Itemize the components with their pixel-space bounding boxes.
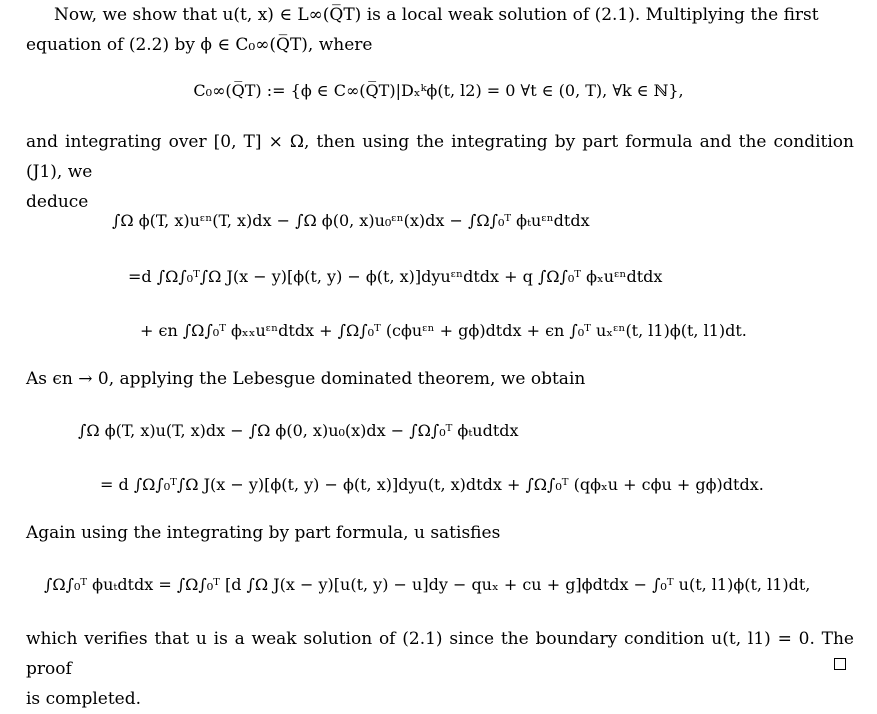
integrating-line-2: deduce: [26, 192, 89, 212]
paragraph-intro: [26, 0, 854, 60]
equation-1-line-2: =d ∫Ω∫₀ᵀ∫Ω J(x − y)[ϕ(t, y) − ϕ(t, x)]dyuᵋⁿdtdx + q ∫Ω∫₀ᵀ ϕₓuᵋⁿdtdx: [128, 267, 663, 286]
again-line: Again using the integrating by part formula, u satisfies: [26, 523, 501, 543]
equation-1-line-3: + ϵn ∫Ω∫₀ᵀ ϕₓₓuᵋⁿdtdx + ∫Ω∫₀ᵀ (cϕuᵋⁿ + gϕ)dtdx + ϵn ∫₀ᵀ uₓᵋⁿ(t, l1)ϕ(t, l1)dt.: [140, 321, 747, 340]
paragraph-as-en: [26, 364, 854, 394]
verifies-line-1: which verifies that u is a weak solution of (2.1) since the boundary condition u(t, l1) = 0. The proof: [26, 629, 854, 679]
equation-2-line-1: ∫Ω ϕ(T, x)u(T, x)dx − ∫Ω ϕ(0, x)u₀(x)dx − ∫Ω∫₀ᵀ ϕₜudtdx: [78, 421, 519, 440]
qed-square-icon: [834, 658, 846, 670]
as-en-line: As ϵn → 0, applying the Lebesgue dominated theorem, we obtain: [26, 369, 586, 389]
equation-3: ∫Ω∫₀ᵀ ϕuₜdtdx = ∫Ω∫₀ᵀ [d ∫Ω J(x − y)[u(t, y) − u]dy − quₓ + cu + g]ϕdtdx − ∫₀ᵀ u(t, l1)ϕ(t, l1)dt,: [44, 575, 811, 594]
paragraph-verifies: [26, 624, 854, 714]
equation-2-line-2: = d ∫Ω∫₀ᵀ∫Ω J(x − y)[ϕ(t, y) − ϕ(t, x)]dyu(t, x)dtdx + ∫Ω∫₀ᵀ (qϕₓu + cϕu + gϕ)dtdx.: [100, 475, 764, 494]
equation-1-line-1: ∫Ω ϕ(T, x)uᵋⁿ(T, x)dx − ∫Ω ϕ(0, x)u₀ᵋⁿ(x)dx − ∫Ω∫₀ᵀ ϕₜuᵋⁿdtdx: [112, 211, 590, 230]
intro-line-1: Now, we show that u(t, x) ∈ L∞(Q̅T) is a local weak solution of (2.1). Multiplying the first: [54, 5, 819, 25]
verifies-line-2: is completed.: [26, 689, 141, 709]
integrating-line-1: and integrating over [0, T] × Ω, then using the integrating by part formula and the condition (J1), we: [26, 132, 854, 182]
paragraph-integrating: [26, 127, 854, 217]
intro-line-2: equation of (2.2) by ϕ ∈ C₀∞(Q̅T), where: [26, 35, 373, 55]
equation-c0-definition: C₀∞(Q̅T) := {ϕ ∈ C∞(Q̅T)|Dₓᵏϕ(t, l2) = 0 ∀t ∈ (0, T), ∀k ∈ ℕ},: [193, 81, 684, 100]
paragraph-again: [26, 518, 854, 548]
